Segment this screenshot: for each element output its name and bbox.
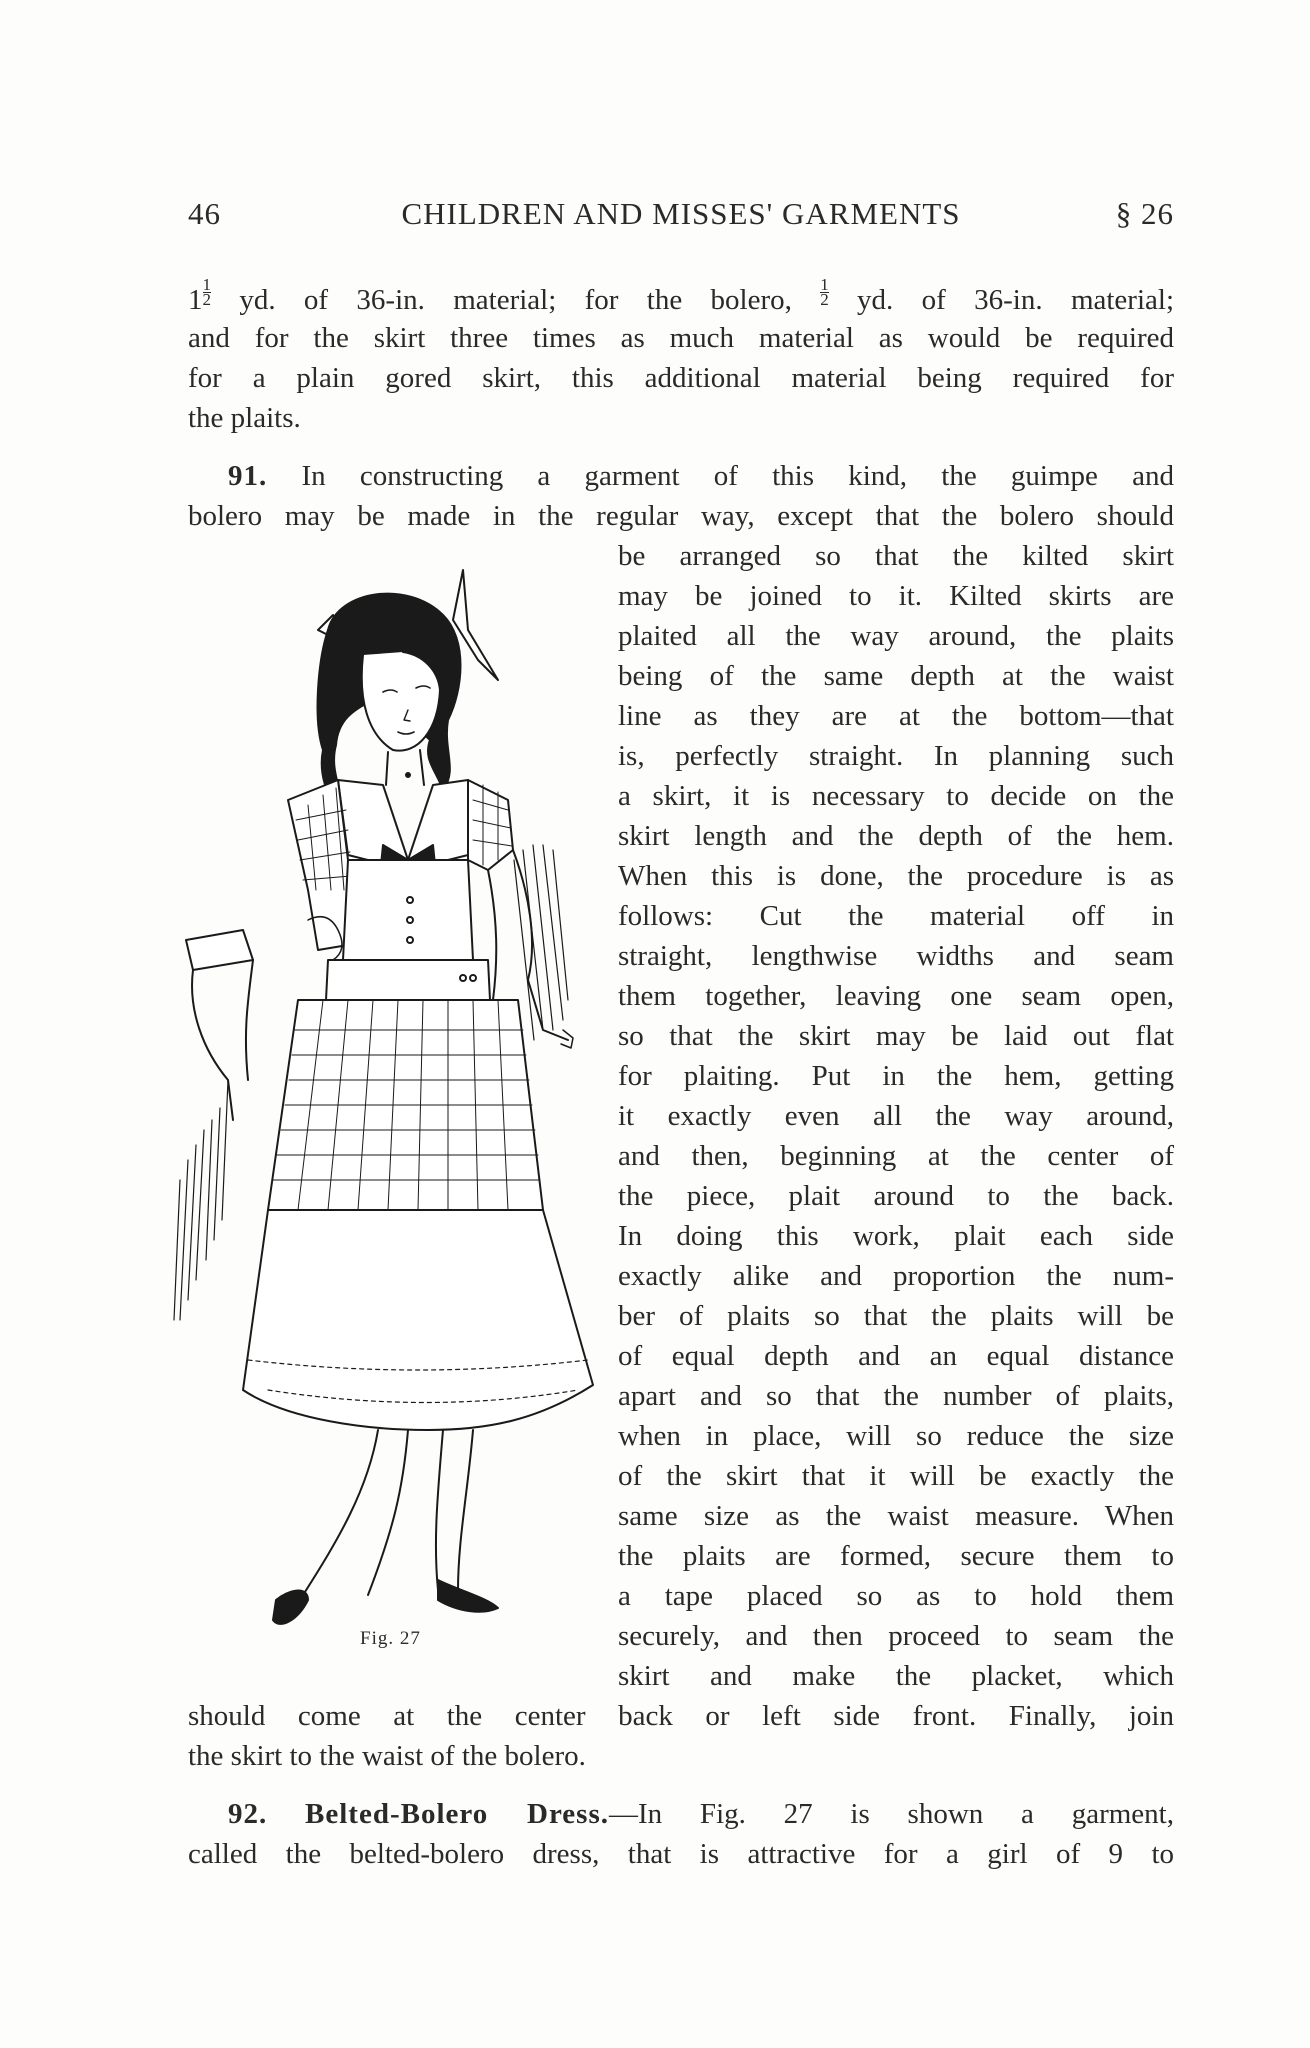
para91-wrapped-line: of the skirt that it will be exactly the bbox=[618, 1460, 1174, 1492]
intro-line-1: 1 $\frac{1}{2}$ yd. of 36-in. material; for the bolero, $\frac{1}{2}$ yd. of 36-in. material; bbox=[188, 275, 1174, 316]
section-number: § 26 bbox=[1115, 196, 1174, 231]
para91-end-line-2: the skirt to the waist of the bolero. bbox=[188, 1740, 586, 1772]
figure-caption: Fig. 27 bbox=[360, 1628, 421, 1649]
intro-line-2: and for the skirt three times as much material as would be required bbox=[188, 322, 1174, 354]
para92-line-1: 92. Belted-Bolero Dress.—In Fig. 27 is shown a garment, bbox=[228, 1798, 1174, 1830]
para91-wrapped-line: skirt length and the depth of the hem. bbox=[618, 820, 1174, 852]
para92-line-2: called the belted-bolero dress, that is attractive for a girl of 9 to bbox=[188, 1838, 1174, 1870]
para91-wrapped-line: of equal depth and an equal distance bbox=[618, 1340, 1174, 1372]
para91-wrapped-line: when in place, will so reduce the size bbox=[618, 1420, 1174, 1452]
para92-number: 92. bbox=[228, 1798, 268, 1830]
fraction-one-half: $\frac{1}{2}$ bbox=[202, 275, 211, 309]
para91-wrapped-line: and then, beginning at the center of bbox=[618, 1140, 1174, 1172]
para91-number: 91. bbox=[228, 460, 268, 492]
shadow-hatching-left bbox=[174, 1080, 228, 1320]
para91-wrapped-line: same size as the waist measure. When bbox=[618, 1500, 1174, 1532]
para91-wrapped-line: apart and so that the number of plaits, bbox=[618, 1380, 1174, 1412]
intro-line-3: for a plain gored skirt, this additional material being required for bbox=[188, 362, 1174, 394]
para91-wrapped-line: exactly alike and proportion the num- bbox=[618, 1260, 1174, 1292]
para91-wrapped-line: In doing this work, plait each side bbox=[618, 1220, 1174, 1252]
intro-line-4: the plaits. bbox=[188, 402, 301, 434]
fraction-one-half: $\frac{1}{2}$ bbox=[820, 275, 829, 309]
para91-wrapped-line: straight, lengthwise widths and seam bbox=[618, 940, 1174, 972]
para91-end-line-1: should come at the center back or left side front. Finally, join bbox=[188, 1700, 1174, 1732]
chapter-title: CHILDREN AND MISSES' GARMENTS bbox=[401, 196, 961, 231]
para91-wrapped-line: securely, and then proceed to seam the bbox=[618, 1620, 1174, 1652]
para92-heading: Belted-Bolero Dress. bbox=[305, 1798, 609, 1830]
belted-bolero-dress-illustration bbox=[168, 560, 608, 1640]
para91-wrapped-line: for plaiting. Put in the hem, getting bbox=[618, 1060, 1174, 1092]
para91-wrapped-line: line as they are at the bottom—that bbox=[618, 700, 1174, 732]
para91-wrapped-line: them together, leaving one seam open, bbox=[618, 980, 1174, 1012]
para91-wrapped-line: being of the same depth at the waist bbox=[618, 660, 1174, 692]
para91-wrapped-line: be arranged so that the kilted skirt bbox=[618, 540, 1174, 572]
para91-wrapped-line: When this is done, the procedure is as bbox=[618, 860, 1174, 892]
para91-wrapped-line: the plaits are formed, secure them to bbox=[618, 1540, 1174, 1572]
running-header bbox=[188, 196, 1174, 240]
para91-wrapped-line: a skirt, it is necessary to decide on the bbox=[618, 780, 1174, 812]
para91-wrapped-line: a tape placed so as to hold them bbox=[618, 1580, 1174, 1612]
para91-wrapped-line: it exactly even all the way around, bbox=[618, 1100, 1174, 1132]
para91-wrapped-line: the piece, plait around to the back. bbox=[618, 1180, 1174, 1212]
para91-wrapped-line: so that the skirt may be laid out flat bbox=[618, 1020, 1174, 1052]
para91-line-1: 91. In constructing a garment of this kind, the guimpe and bbox=[228, 460, 1174, 492]
page-number: 46 bbox=[188, 196, 221, 231]
para91-wrapped-line: follows: Cut the material off in bbox=[618, 900, 1174, 932]
para91-wrapped-line: skirt and make the placket, which bbox=[618, 1660, 1174, 1692]
para91-wrapped-line: is, perfectly straight. In planning such bbox=[618, 740, 1174, 772]
para91-line-2: bolero may be made in the regular way, except that the bolero should bbox=[188, 500, 1174, 532]
para91-wrapped-line: ber of plaits so that the plaits will be bbox=[618, 1300, 1174, 1332]
para91-wrapped-line: may be joined to it. Kilted skirts are bbox=[618, 580, 1174, 612]
para91-wrapped-line: plaited all the way around, the plaits bbox=[618, 620, 1174, 652]
